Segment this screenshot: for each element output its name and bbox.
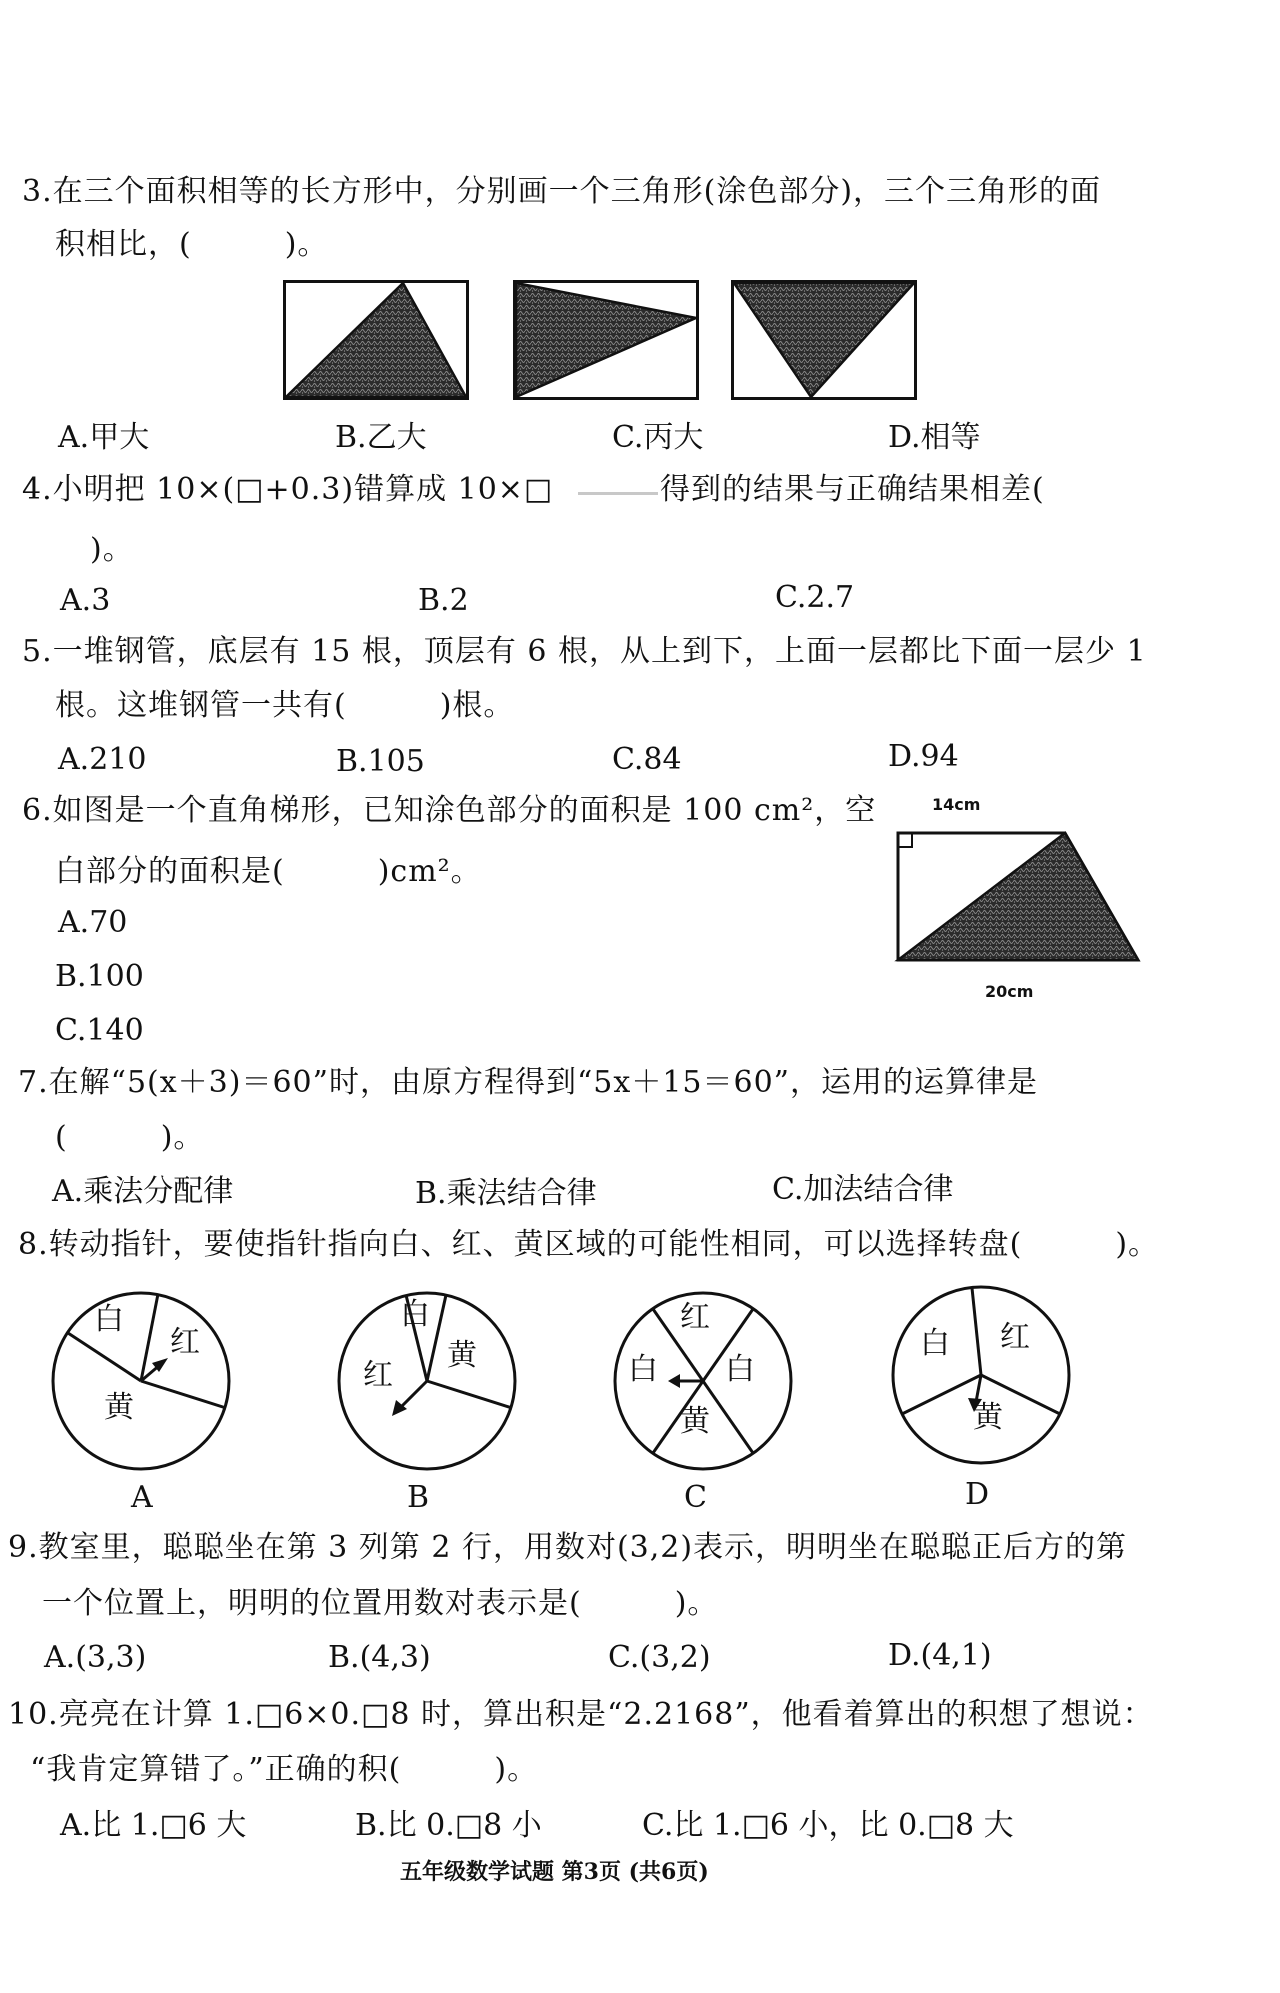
page-footer: 五年级数学试题 第3页 (共6页) xyxy=(400,1859,709,1885)
q3-choice-a[interactable]: A.甲大 xyxy=(58,420,150,455)
q9-choice-c[interactable]: C.(3,2) xyxy=(608,1640,711,1675)
q9-choice-a[interactable]: A.(3,3) xyxy=(44,1640,147,1675)
q7-choice-b[interactable]: B.乘法结合律 xyxy=(415,1176,597,1211)
q6-trapezoid-figure xyxy=(893,825,1143,967)
q7-choice-c[interactable]: C.加法结合律 xyxy=(772,1172,954,1207)
q8-spinner-a-label-red: 红 xyxy=(170,1325,200,1360)
q10-choice-a[interactable]: A.比 1.□6 大 xyxy=(60,1808,247,1843)
q6-line2: 白部分的面积是( )cm²。 xyxy=(55,854,482,889)
q5-choice-c[interactable]: C.84 xyxy=(612,742,682,777)
q8-spinner-d-label-white: 白 xyxy=(920,1326,950,1361)
q8-spinner-b-letter: B xyxy=(407,1480,430,1515)
q8-spinner-b-label-red: 红 xyxy=(363,1358,393,1393)
q3-figure-3 xyxy=(731,280,917,400)
q4-choice-a[interactable]: A.3 xyxy=(60,583,111,618)
q4-smudge xyxy=(578,492,658,495)
q3-line2: 积相比，( )。 xyxy=(55,227,329,262)
q8-spinner-b-label-white: 白 xyxy=(400,1297,430,1332)
q6-bottom-label: 20cm xyxy=(985,982,1034,1001)
q6-top-label: 14cm xyxy=(932,795,981,814)
q3-choice-b[interactable]: B.乙大 xyxy=(335,420,427,455)
q5-line2: 根。这堆钢管一共有( )根。 xyxy=(55,688,515,723)
q3-figure-2 xyxy=(513,280,699,400)
q6-choice-c[interactable]: C.140 xyxy=(55,1013,144,1048)
q5-line1: 5.一堆钢管，底层有 15 根，顶层有 6 根，从上到下，上面一层都比下面一层少 1 xyxy=(22,634,1147,669)
q4-line1a: 4.小明把 10×(□+0.3)错算成 10×□ xyxy=(22,472,554,507)
q8-spinner-b-label-yellow: 黄 xyxy=(447,1338,477,1373)
q8-line1: 8.转动指针，要使指针指向白、红、黄区域的可能性相同，可以选择转盘( )。 xyxy=(18,1227,1160,1262)
q6-choice-b[interactable]: B.100 xyxy=(55,959,144,994)
q10-line1: 10.亮亮在计算 1.□6×0.□8 时，算出积是“2.2168”，他看着算出的积想了想说： xyxy=(8,1697,1154,1732)
q8-spinner-d-label-red: 红 xyxy=(1000,1320,1030,1355)
q8-spinner-c-label-red: 红 xyxy=(680,1300,710,1335)
q10-choice-c[interactable]: C.比 1.□6 小，比 0.□8 大 xyxy=(642,1808,1014,1843)
q9-line1: 9.教室里，聪聪坐在第 3 列第 2 行，用数对(3,2)表示，明明坐在聪聪正后方的第 xyxy=(8,1530,1128,1565)
q7-line2: ( )。 xyxy=(55,1120,205,1155)
q8-spinner-a-label-yellow: 黄 xyxy=(104,1390,134,1425)
q8-spinner-c-letter: C xyxy=(684,1480,707,1515)
q8-spinner-c-label-yellow: 黄 xyxy=(680,1404,710,1439)
q7-line1: 7.在解“5(x＋3)＝60”时，由原方程得到“5x＋15＝60”，运用的运算律是 xyxy=(18,1065,1038,1100)
q4-line2: )。 xyxy=(90,532,134,567)
q6-line1: 6.如图是一个直角梯形，已知涂色部分的面积是 100 cm²，空 xyxy=(22,793,877,828)
q10-choice-b[interactable]: B.比 0.□8 小 xyxy=(355,1808,542,1843)
q5-choice-d[interactable]: D.94 xyxy=(888,739,959,774)
q4-choice-c[interactable]: C.2.7 xyxy=(775,580,855,615)
q6-choice-a[interactable]: A.70 xyxy=(58,905,128,940)
q9-choice-d[interactable]: D.(4,1) xyxy=(888,1638,992,1673)
q3-figure-1 xyxy=(283,280,469,400)
q8-spinner-d[interactable] xyxy=(888,1282,1074,1468)
q3-line1: 3.在三个面积相等的长方形中，分别画一个三角形(涂色部分)，三个三角形的面 xyxy=(22,174,1102,209)
q10-line2: “我肯定算错了。”正确的积( )。 xyxy=(30,1752,539,1787)
q5-choice-b[interactable]: B.105 xyxy=(336,744,425,779)
q3-choice-c[interactable]: C.丙大 xyxy=(612,420,704,455)
q9-choice-b[interactable]: B.(4,3) xyxy=(328,1640,431,1675)
q8-spinner-c-label-white-right: 白 xyxy=(725,1352,755,1387)
q4-choice-b[interactable]: B.2 xyxy=(418,583,469,618)
q8-spinner-d-letter: D xyxy=(965,1477,990,1512)
q8-spinner-a-letter: A xyxy=(131,1480,153,1515)
q5-choice-a[interactable]: A.210 xyxy=(58,742,147,777)
q9-line2: 一个位置上，明明的位置用数对表示是( )。 xyxy=(42,1586,719,1621)
q8-spinner-a[interactable] xyxy=(48,1288,234,1474)
q8-spinner-c-label-white-left: 白 xyxy=(628,1352,658,1387)
q8-spinner-d-label-yellow: 黄 xyxy=(973,1400,1003,1435)
q4-line1b: 得到的结果与正确结果相差( xyxy=(660,472,1045,507)
q8-spinner-a-label-white: 白 xyxy=(94,1302,124,1337)
q3-choice-d[interactable]: D.相等 xyxy=(888,420,981,455)
q7-choice-a[interactable]: A.乘法分配律 xyxy=(52,1174,234,1209)
